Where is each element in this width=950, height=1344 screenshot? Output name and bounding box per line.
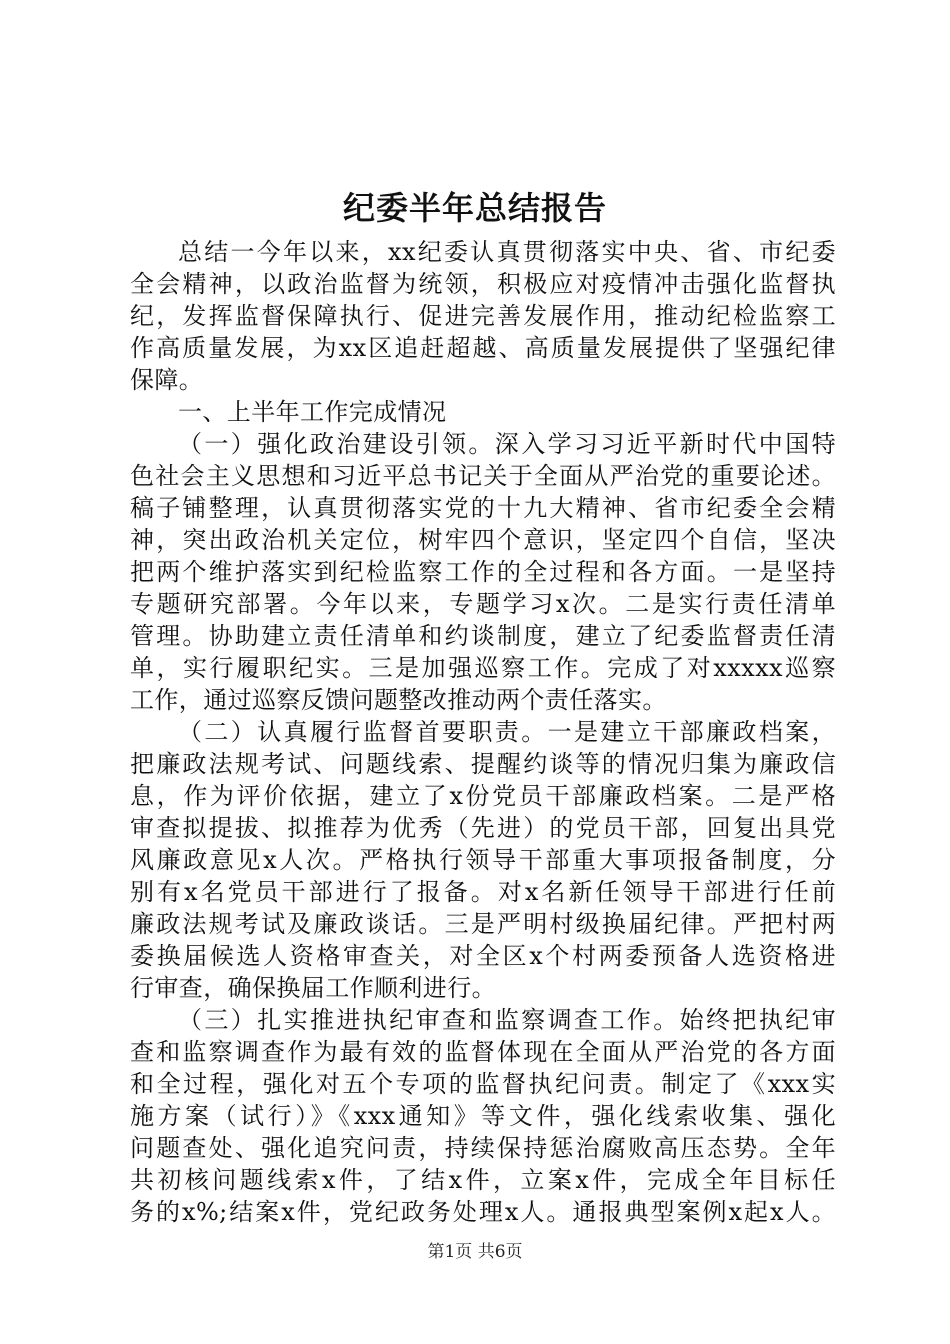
text-line: 风廉政意见x人次。严格执行领导干部重大事项报备制度，分 [130,846,836,874]
text-line: 共初核问题线索x件，了结x件，立案x件，完成全年目标任 [130,1166,836,1194]
text-line: 问题查处、强化追究问责，持续保持惩治腐败高压态势。全年 [130,1134,836,1162]
text-line: 作高质量发展，为xx区追赶超越、高质量发展提供了坚强纪律 [130,334,836,362]
text-line: 别有x名党员干部进行了报备。对x名新任领导干部进行任前 [130,878,836,906]
text-line: 管理。协助建立责任清单和约谈制度，建立了纪委监督责任清 [130,622,836,650]
text-line: 委换届候选人资格审查关，对全区x个村两委预备人选资格进 [130,942,836,970]
text-line: （一）强化政治建设引领。深入学习习近平新时代中国特 [178,430,836,458]
text-line: 单，实行履职纪实。三是加强巡察工作。完成了对xxxxx巡察 [130,654,836,682]
text-line: 稿子铺整理，认真贯彻落实党的十九大精神、省市纪委全会精 [130,494,836,522]
text-line: 工作，通过巡察反馈问题整改推动两个责任落实。 [130,686,667,714]
document-body [130,236,836,1228]
text-line: 施方案（试行）》《xxx通知》等文件，强化线索收集、强化 [130,1102,836,1130]
text-line: 全会精神，以政治监督为统领，积极应对疫情冲击强化监督执 [130,270,836,298]
text-line: 务的x%;结案x件，党纪政务处理x人。通报典型案例x起x人。 [130,1198,836,1226]
page-number-footer: 第1页 共6页 [427,1242,523,1262]
text-line: 专题研究部署。今年以来，专题学习x次。二是实行责任清单 [130,590,836,618]
text-line: （二）认真履行监督首要职责。一是建立干部廉政档案， [178,718,836,746]
text-line: 息，作为评价依据，建立了x份党员干部廉政档案。二是严格 [130,782,836,810]
text-line: 把廉政法规考试、问题线索、提醒约谈等的情况归集为廉政信 [130,750,836,778]
text-line: 纪，发挥监督保障执行、促进完善发展作用，推动纪检监察工 [130,302,836,330]
text-line: 色社会主义思想和习近平总书记关于全面从严治党的重要论述。 [130,462,836,490]
section-heading: 一、上半年工作完成情况 [178,398,447,426]
text-line: （三）扎实推进执纪审查和监察调查工作。始终把执纪审 [178,1006,836,1034]
text-line: 行审查，确保换届工作顺利进行。 [130,974,496,1002]
text-line: 把两个维护落实到纪检监察工作的全过程和各方面。一是坚持 [130,558,836,586]
document-title: 纪委半年总结报告 [342,189,607,227]
text-line: 总结一今年以来，xx纪委认真贯彻落实中央、省、市纪委 [178,238,836,266]
text-line: 廉政法规考试及廉政谈话。三是严明村级换届纪律。严把村两 [130,910,836,938]
text-line: 保障。 [130,366,204,394]
text-line: 和全过程，强化对五个专项的监督执纪问责。制定了《xxx实 [130,1070,836,1098]
text-line: 神，突出政治机关定位，树牢四个意识，坚定四个自信，坚决 [130,526,836,554]
text-line: 审查拟提拔、拟推荐为优秀（先进）的党员干部，回复出具党 [130,814,836,842]
text-line: 查和监察调查作为最有效的监督体现在全面从严治党的各方面 [130,1038,836,1066]
